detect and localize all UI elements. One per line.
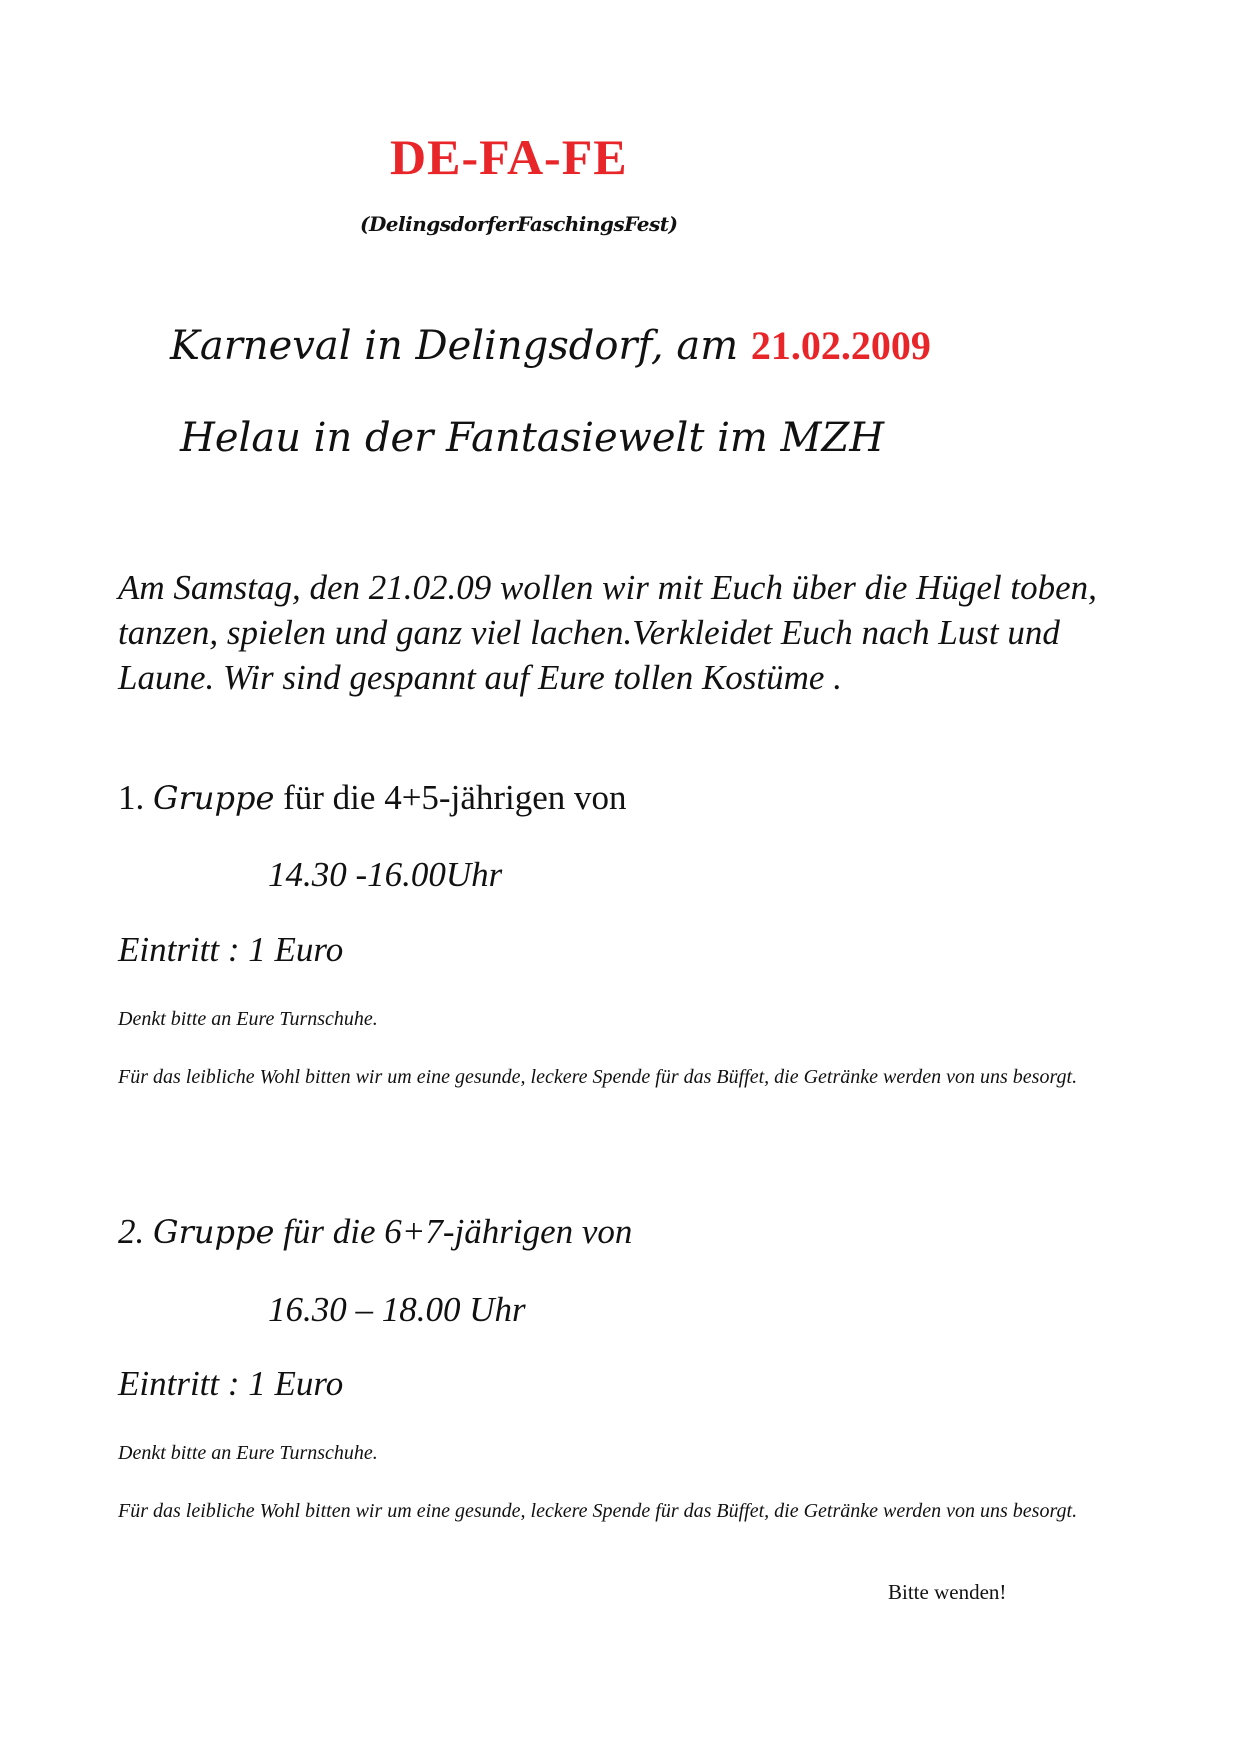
- group-2-note-shoes: Denkt bitte an Eure Turnschuhe.: [118, 1442, 378, 1464]
- headline-carnival-date: [170, 322, 931, 369]
- flyer-title: DE-FA-FE: [390, 129, 628, 185]
- group-2-number: 2.: [118, 1212, 145, 1251]
- group-1-time: 14.30 -16.00Uhr: [268, 855, 503, 894]
- group-2-label: für die 6+7-jährigen von: [283, 1212, 633, 1251]
- group-1-label: für die 4+5-jährigen von: [283, 778, 627, 817]
- flyer-subtitle: (DelingsdorferFaschingsFest): [360, 212, 678, 236]
- group-2-note-food: Für das leibliche Wohl bitten wir um eine gesunde, leckere Spende für das Büffet, die Getränke werden von uns besorgt.: [118, 1500, 1078, 1522]
- intro-paragraph: Am Samstag, den 21.02.09 wollen wir mit Euch über die Hügel toben, tanzen, spielen und ganz viel lachen.Verkleidet Euch nach Lust und Laune. Wir sind gespannt auf Eure tollen Kostüme .: [118, 568, 1097, 697]
- group-1-entry: Eintritt : 1 Euro: [118, 930, 344, 969]
- headline-date: 21.02.2009: [750, 323, 931, 368]
- headline-carnival-prefix: Karneval in Delingsdorf, am: [170, 323, 751, 369]
- group-2-heading: [118, 1212, 632, 1252]
- group-1-note-food: Für das leibliche Wohl bitten wir um eine gesunde, leckere Spende für das Büffet, die Getränke werden von uns besorgt.: [118, 1066, 1078, 1088]
- group-1-heading: [118, 778, 627, 818]
- group-2-time: 16.30 – 18.00 Uhr: [268, 1290, 526, 1329]
- group-2-word: Gruppe: [153, 1213, 275, 1251]
- group-1-note-shoes: Denkt bitte an Eure Turnschuhe.: [118, 1008, 378, 1030]
- group-2-entry: Eintritt : 1 Euro: [118, 1364, 344, 1403]
- group-1-number: 1.: [118, 778, 145, 817]
- please-turn-over: Bitte wenden!: [888, 1580, 1007, 1604]
- headline-fantasy-world: Helau in der Fantasiewelt im MZH: [180, 415, 885, 461]
- group-1-word: Gruppe: [153, 779, 275, 817]
